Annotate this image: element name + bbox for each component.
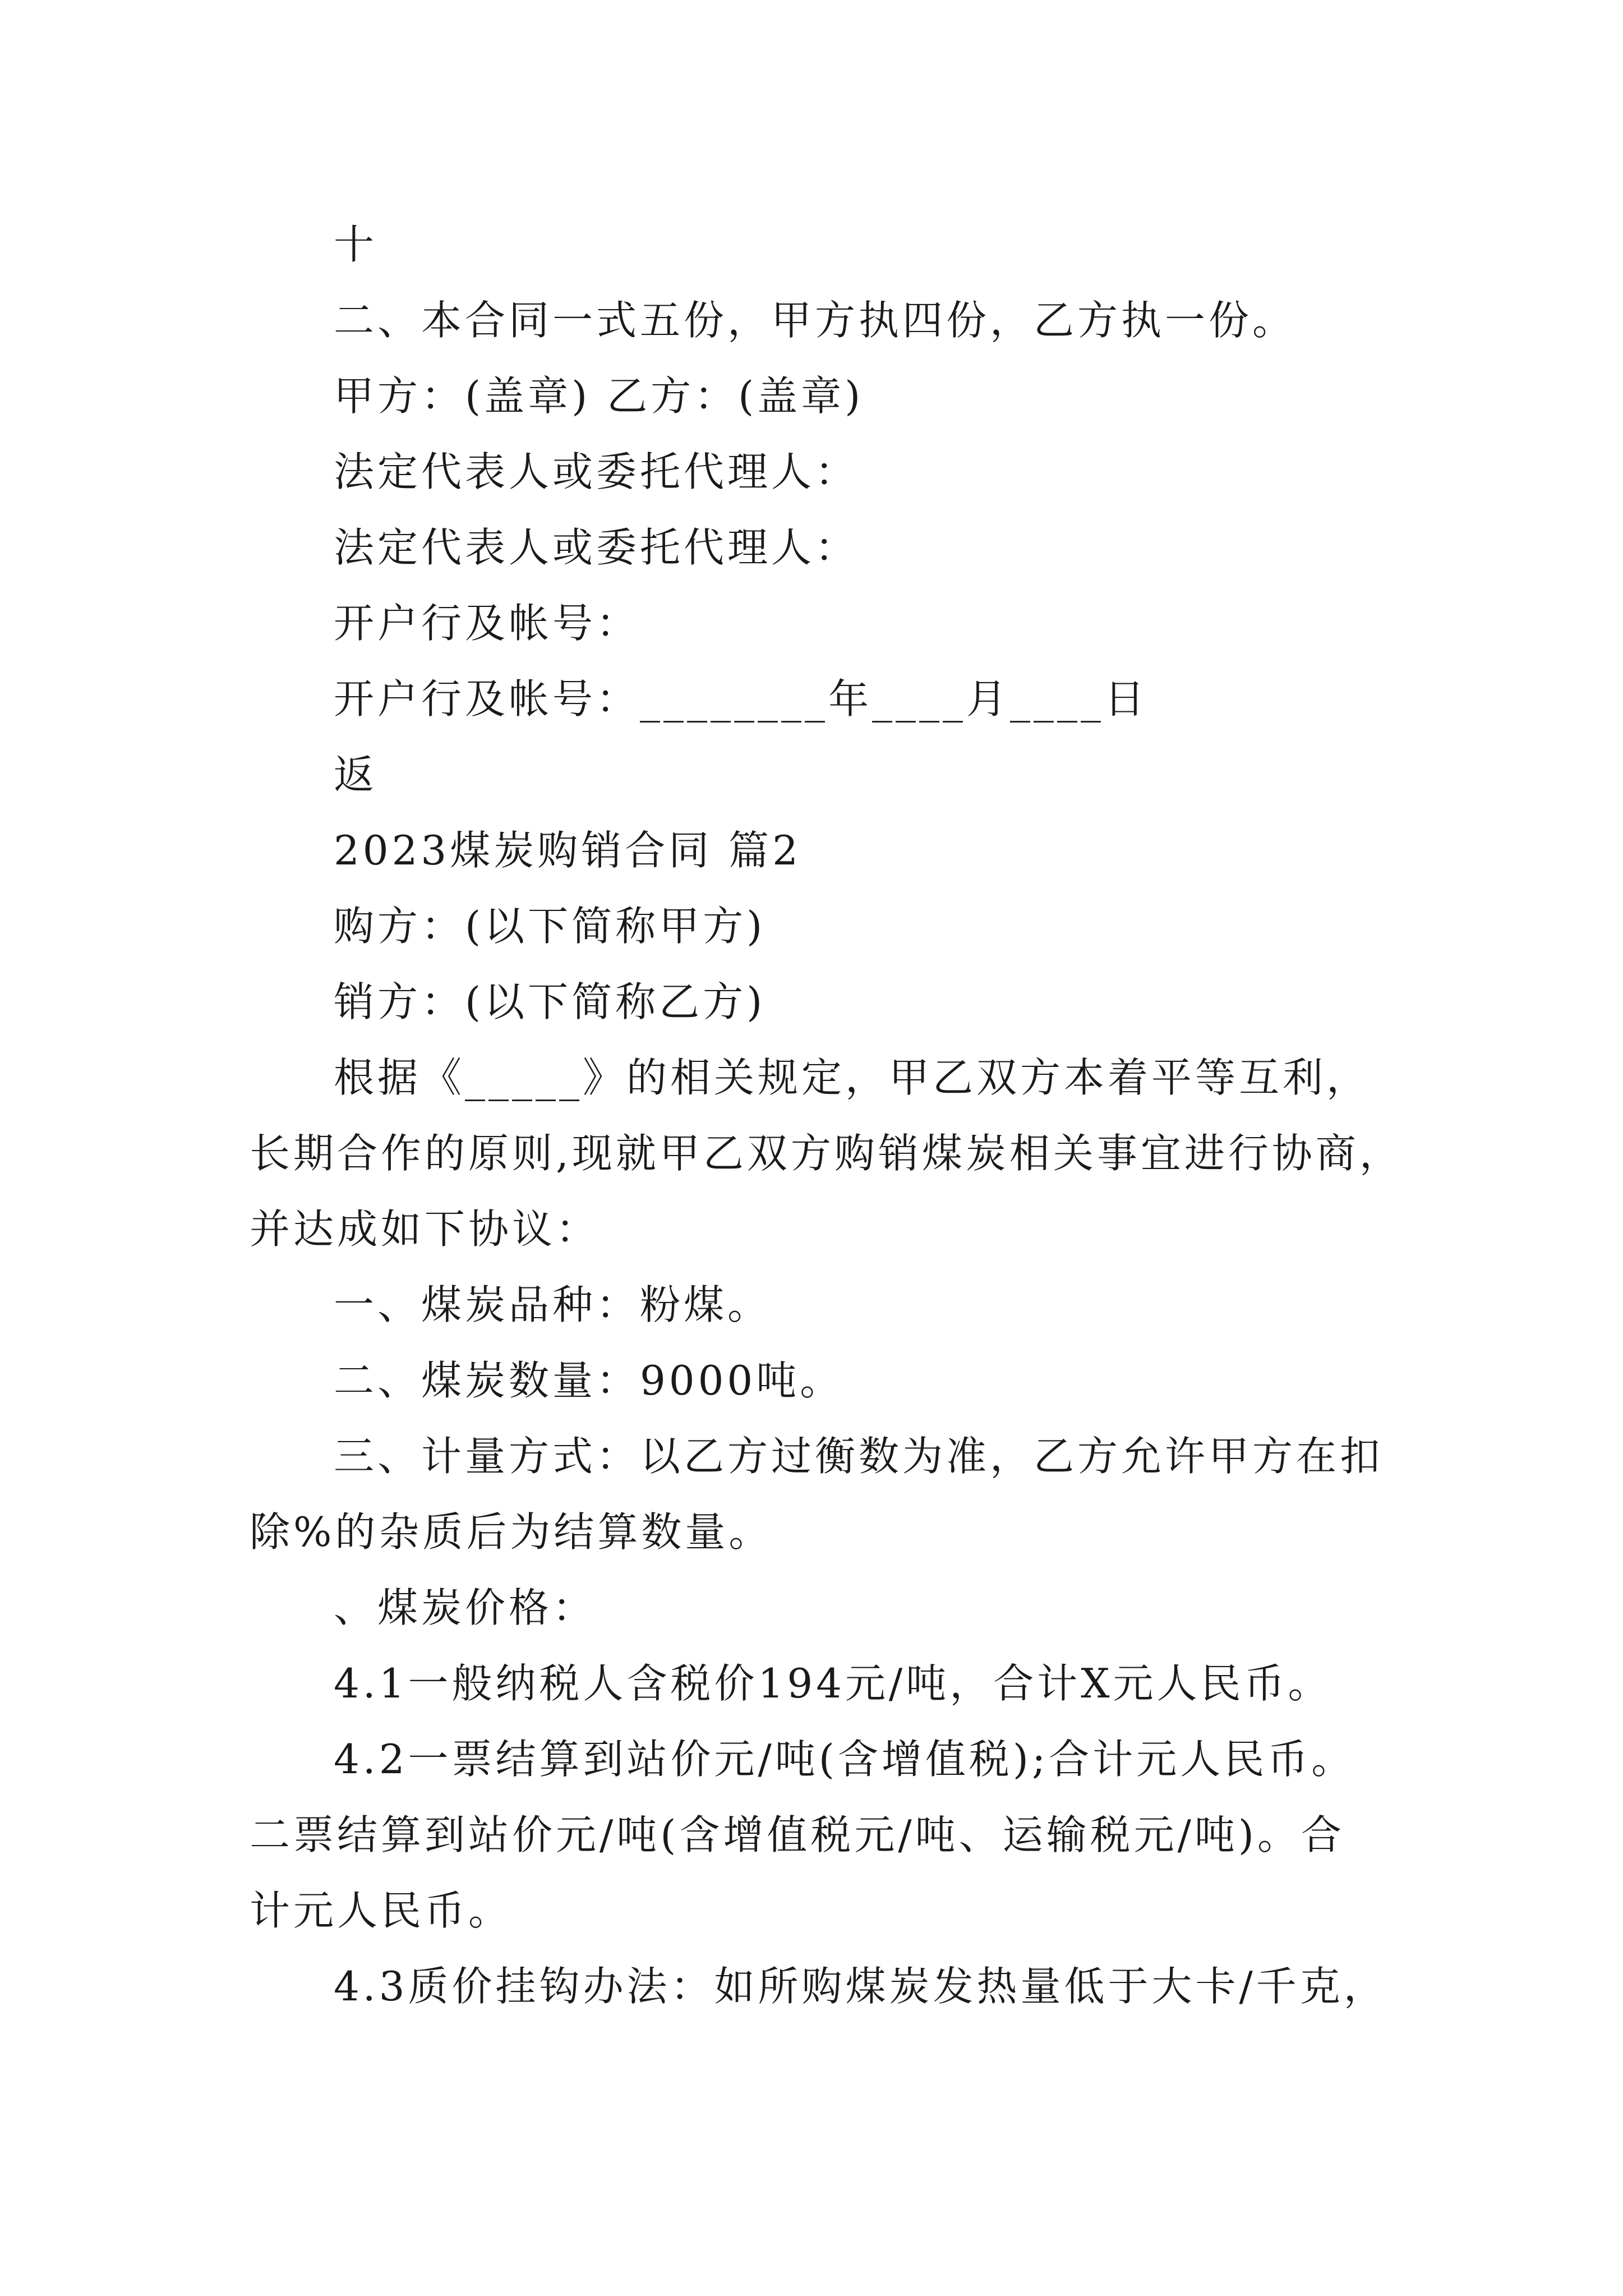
text-line: 法定代表人或委托代理人： [334, 448, 859, 495]
text-line: 计元人民币。 [250, 1887, 513, 1934]
text-line: 、煤炭价格： [334, 1584, 597, 1631]
text-line: 销方：(以下简称乙方) [334, 978, 766, 1025]
text-line: 二、煤炭数量：9000吨。 [334, 1357, 844, 1404]
text-line: 十 [334, 221, 378, 268]
text-line: 甲方：(盖章) 乙方：(盖章) [334, 372, 864, 420]
text-line: 4.2一票结算到站价元/吨(含增值税);合计元人民币。 [334, 1736, 1355, 1783]
text-line: 除%的杂质后为结算数量。 [250, 1508, 773, 1556]
text-line: 长期合作的原则,现就甲乙双方购销煤炭相关事宜进行协商， [250, 1130, 1403, 1177]
text-line: 并达成如下协议： [250, 1205, 600, 1253]
text-line: 返 [334, 751, 378, 798]
text-line: 开户行及帐号：________年____月____日 [334, 675, 1149, 723]
text-line: 4.1一般纳税人含税价194元/吨，合计X元人民币。 [334, 1660, 1332, 1707]
text-line: 法定代表人或委托代理人： [334, 524, 859, 571]
section-heading: 2023煤炭购销合同 篇2 [334, 827, 801, 874]
text-line: 4.3质价挂钩办法：如所购煤炭发热量低于大卡/千克， [334, 1963, 1387, 2010]
text-line: 一、煤炭品种：粉煤。 [334, 1281, 772, 1328]
text-line: 二票结算到站价元/吨(含增值税元/吨、运输税元/吨)。合 [250, 1811, 1345, 1858]
text-line: 购方：(以下简称甲方) [334, 903, 766, 950]
text-line: 根据《_____》的相关规定，甲乙双方本着平等互利， [334, 1054, 1371, 1101]
text-line: 三、计量方式：以乙方过衡数为准，乙方允许甲方在扣 [334, 1433, 1384, 1480]
text-line: 二、本合同一式五份，甲方执四份，乙方执一份。 [334, 297, 1297, 344]
text-line: 开户行及帐号： [334, 600, 640, 647]
